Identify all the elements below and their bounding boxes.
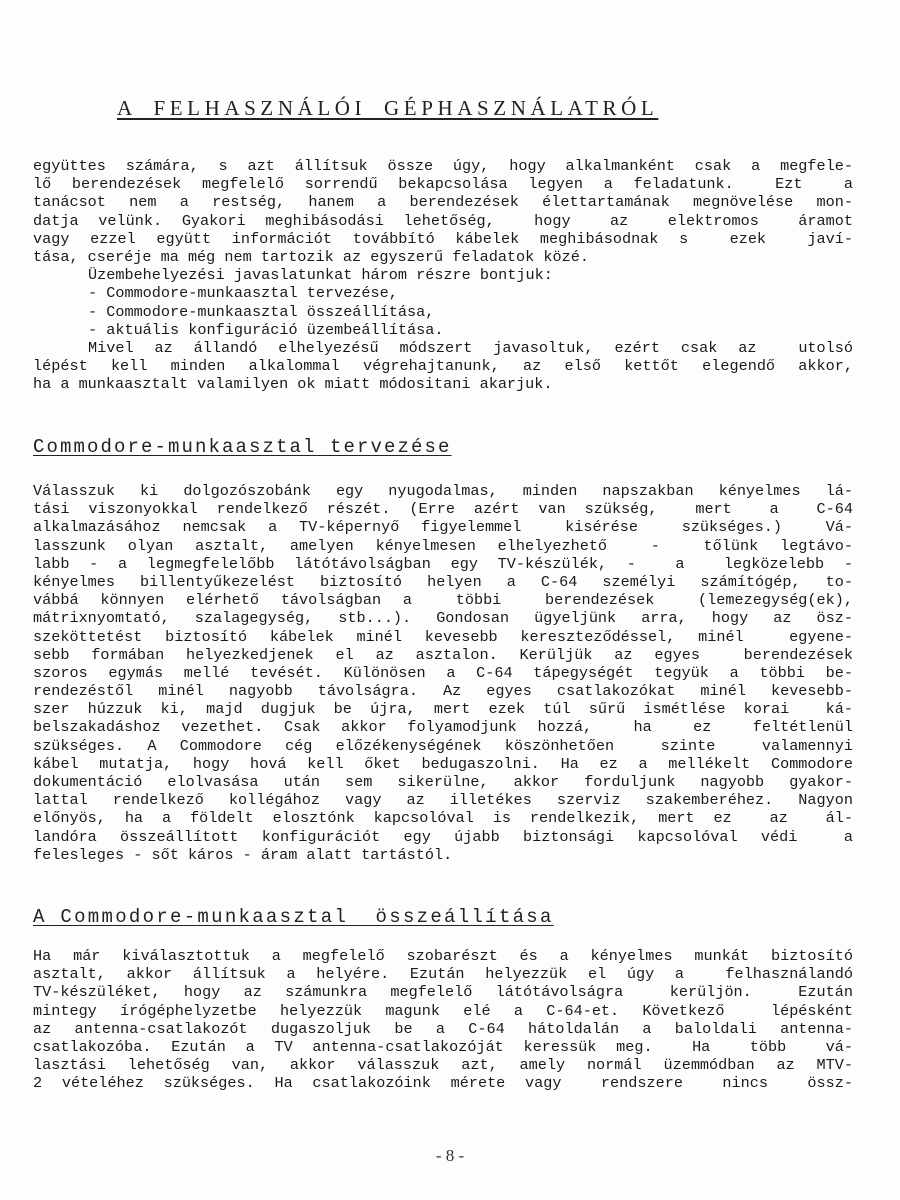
text-line: tanácsot nem a restség, hanem a berendezések élettartamának megnövelése mon-	[33, 193, 853, 212]
intro-paragraph	[33, 157, 853, 393]
text-line: szükséges. A Commodore cég előzékenységének köszönhetően szinte valamennyi	[33, 736, 853, 755]
text-line: mintegy írógéphelyzetbe helyezzük magunk elé a C-64-et. Következő lépésként	[33, 1001, 853, 1020]
text-line: Válasszuk ki dolgozószobánk egy nyugodalmas, minden napszakban kényelmes lá-	[33, 482, 853, 500]
text-line: az antenna-csatlakozót dugaszoljuk be a C-64 hátoldalán a baloldali antenna-	[33, 1019, 853, 1038]
section-heading-osszeallitasa: A Commodore-munkaasztal összeállítása	[33, 906, 554, 928]
text-line: Mivel az állandó elhelyezésű módszert javasoltuk, ezért csak az utolsó	[88, 338, 853, 357]
text-line: ha a munkaasztalt valamilyen ok miatt módositani akarjuk.	[33, 375, 553, 394]
page-number: - 8 -	[435, 1146, 465, 1165]
list-item: - Commodore-munkaasztal tervezése,	[88, 284, 398, 303]
text-line: lattal rendelkező kollégához vagy az illetékes szerviz szakemberéhez. Nagyon	[33, 791, 853, 810]
text-line: együttes számára, s azt állítsuk össze úgy, hogy alkalmanként csak a megfele-	[33, 157, 853, 175]
list-item: - aktuális konfiguráció üzembeállítása.	[88, 320, 444, 339]
section2-paragraph	[33, 947, 853, 1093]
text-line: vábbá könnyen elérhető távolságban a többi berendezések (lemezegység(ek),	[33, 591, 853, 610]
text-line: lasztási lehetőség van, akkor válasszuk azt, amely normál üzemmódban az MTV-	[33, 1056, 853, 1075]
text-line: tási viszonyokkal rendelkező részét. (Erre azért van szükség, mert a C-64	[33, 500, 853, 519]
text-line: landóra összeállított konfigurációt egy újabb biztonsági kapcsolóval védi a	[33, 827, 853, 846]
section1-paragraph	[33, 482, 853, 864]
section-heading-tervezese: Commodore-munkaasztal tervezése	[33, 436, 452, 458]
text-line: felesleges - sőt káros - áram alatt tartástól.	[33, 845, 453, 864]
text-line: előnyös, ha a földelt elosztónk kapcsolóval is rendelkezik, mert ez az ál-	[33, 809, 853, 828]
text-line: kábel mutatja, hogy hová kell őket bedugaszolni. Ha ez a mellékelt Commodore	[33, 754, 853, 773]
text-line: labb - a legmegfelelőbb látótávolságban egy TV-készülék, - a legközelebb -	[33, 554, 853, 573]
text-line: szoros egymás mellé tevését. Különösen a C-64 tápegységét tegyük a többi be-	[33, 663, 853, 682]
text-line: asztalt, akkor állítsuk a helyére. Ezután helyezzük el úgy a felhasználandó	[33, 965, 853, 984]
text-line: Ha már kiválasztottuk a megfelelő szobarészt és a kényelmes munkát biztosító	[33, 947, 853, 965]
text-line: csatlakozóba. Ezután a TV antenna-csatlakozóját keressük meg. Ha több vá-	[33, 1037, 853, 1056]
text-line: belszakadáshoz vezethet. Csak akkor folyamodjunk hozzá, ha ez feltétlenül	[33, 718, 853, 737]
text-line: mátrixnyomtató, szalagegység, stb...). Gondosan ügyeljünk arra, hogy az ösz-	[33, 609, 853, 628]
page-title: A FELHASZNÁLÓI GÉPHASZNÁLATRÓL	[117, 96, 659, 120]
list-item: - Commodore-munkaasztal összeállítása,	[88, 302, 435, 321]
text-line: lő berendezések megfelelő sorrendű bekapcsolása legyen a feladatunk. Ezt a	[33, 175, 853, 194]
text-line: 2 vételéhez szükséges. Ha csatlakozóink mérete vagy rendszere nincs össz-	[33, 1074, 853, 1093]
text-line: tása, cseréje ma még nem tartozik az egyszerű feladatok közé.	[33, 247, 589, 266]
text-line: lépést kell minden alkalommal végrehajtanunk, az első kettőt elegendő akkor,	[33, 357, 853, 376]
text-line: szeköttetést biztosító kábelek minél kevesebb kereszteződéssel, minél egyene-	[33, 627, 853, 646]
text-line: sebb formában helyezkedjenek el az asztalon. Kerüljük az egyes berendezések	[33, 645, 853, 664]
text-line: Üzembehelyezési javaslatunkat három részre bontjuk:	[88, 266, 553, 285]
text-line: rendezéstől minél nagyobb távolságra. Az egyes csatlakozókat minél kevesebb-	[33, 682, 853, 701]
text-line: alkalmazásához nemcsak a TV-képernyő figyelemmel kisérése szükséges.) Vá-	[33, 518, 853, 537]
text-line: szer húzzuk ki, majd dugjuk be újra, mert ezek túl sűrű ismétlése korai ká-	[33, 700, 853, 719]
text-line: dokumentáció elolvasása után sem sikerülne, akkor forduljunk nagyobb gyakor-	[33, 773, 853, 791]
text-line: vagy ezzel együtt információt továbbító kábelek meghibásodnak s ezek javí-	[33, 229, 853, 248]
text-line: kényelmes billentyűkezelést biztosító helyen a C-64 személyi számítógép, to-	[33, 572, 853, 591]
text-line: datja velünk. Gyakori meghibásodási lehetőség, hogy az elektromos áramot	[33, 211, 853, 230]
text-line: lasszunk olyan asztalt, amelyen kényelmesen elhelyezhető - tőlünk legtávo-	[33, 536, 853, 555]
text-line: TV-készüléket, hogy az számunkra megfelelő látótávolságra kerüljön. Ezután	[33, 983, 853, 1002]
